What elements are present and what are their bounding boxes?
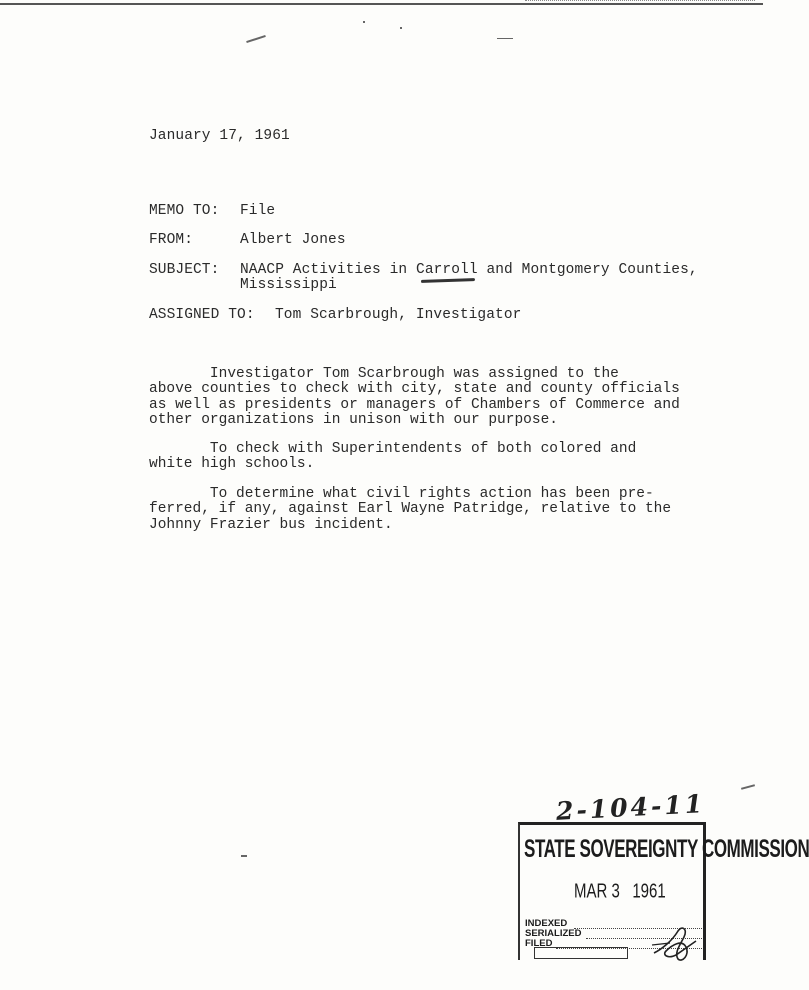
subject-line-2: Mississippi [240,277,337,293]
scan-mark [497,38,513,39]
assigned-to-label: ASSIGNED TO: [149,307,255,323]
scan-mark [741,784,755,790]
paragraph-line: other organizations in unison with our purpose. [149,411,558,428]
scan-mark [246,35,266,43]
scan-mark [400,27,402,29]
from-label: FROM: [149,232,194,248]
paragraph-line: To determine what civil rights action has been pre- [149,486,654,502]
memo-to-value: File [240,203,276,219]
top-edge-rule [0,3,763,5]
subject-label: SUBJECT: [149,262,220,278]
paragraph-line: Investigator Tom Scarbrough was assigned to the [149,366,619,382]
top-edge-dotted-rule [525,0,755,1]
handwritten-underline [421,278,475,283]
paragraph-line: white high schools. [149,456,315,473]
handwritten-initials-icon [648,923,700,963]
stamp-indexed-label: INDEXED [525,918,568,929]
subject-line-1 [240,262,698,278]
commission-stamp [518,822,809,960]
stamp-title: STATE SOVEREIGNTY COMMISSION [524,835,809,863]
stamp-serialized-label: SERIALIZED [525,928,582,939]
stamp-date: MAR 3 1961 [574,880,666,903]
body-paragraph-3 [149,487,671,533]
paragraph-line: above counties to check with city, state and county officials [149,381,680,398]
handwritten-file-number: 2-104-11 [555,789,706,826]
memo-to-label: MEMO TO: [149,203,220,219]
body-paragraph-1 [149,367,680,428]
paragraph-line: To check with Superintendents of both colored and [149,441,637,457]
scan-mark [241,855,247,857]
memo-date: January 17, 1961 [149,128,290,144]
stamp-entry-box [534,947,628,959]
subject-text-pre: NAACP Activities in [240,262,417,278]
body-paragraph-2 [149,442,636,473]
scan-mark [363,21,365,23]
stamp-filed-label: FILED [525,938,553,949]
paragraph-line: ferred, if any, against Earl Wayne Patridge, relative to the [149,501,672,518]
paragraph-line: Johnny Frazier bus incident. [149,516,393,533]
from-value: Albert Jones [240,232,346,248]
subject-underlined-county: Carroll [416,262,478,278]
paragraph-line: as well as presidents or managers of Chambers of Commerce and [149,396,680,413]
assigned-to-value: Tom Scarbrough, Investigator [275,307,522,323]
subject-text-post: and Montgomery Counties, [477,262,698,278]
